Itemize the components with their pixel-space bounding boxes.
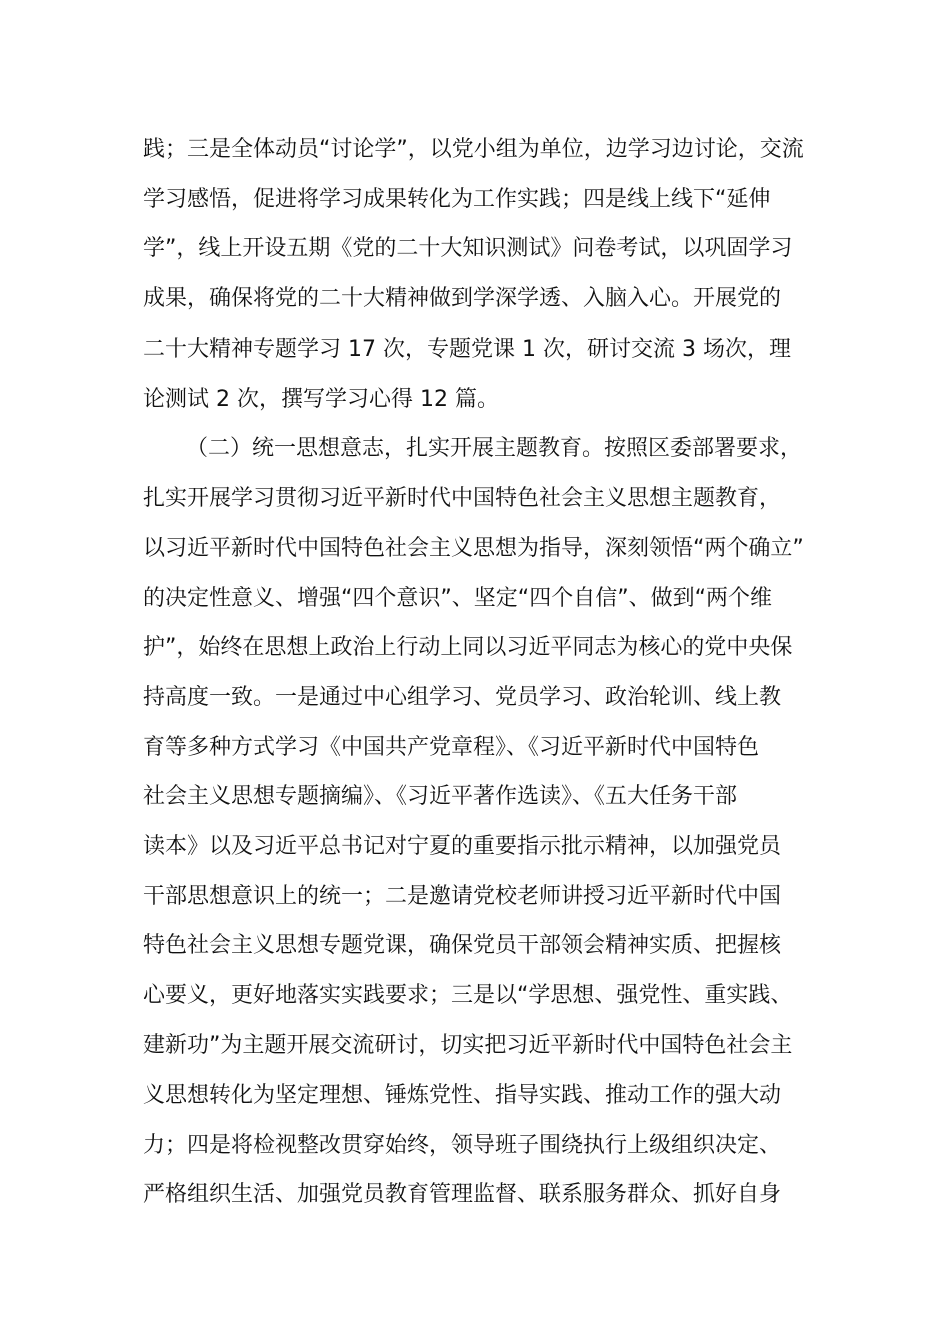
- text-line: 以习近平新时代中国特色社会主义思想为指导，深刻领悟“两个确立”: [143, 536, 804, 561]
- text-line: 的决定性意义、增强“四个意识”、坚定“四个自信”、做到“两个维: [143, 586, 772, 611]
- text-line: 干部思想意识上的统一；二是邀请党校老师讲授习近平新时代中国: [143, 884, 782, 909]
- text-line: 严格组织生活、加强党员教育管理监督、联系服务群众、抓好自身: [143, 1182, 782, 1207]
- text-line: 二十大精神专题学习 17 次，专题党课 1 次，研讨交流 3 场次，理: [143, 337, 791, 362]
- text-line: 护”，始终在思想上政治上行动上同以习近平同志为核心的党中央保: [143, 635, 793, 660]
- text-line: 成果，确保将党的二十大精神做到学深学透、入脑入心。开展党的: [143, 286, 782, 311]
- text-line: 特色社会主义思想专题党课，确保党员干部领会精神实质、把握核: [143, 933, 782, 958]
- paragraph-start-line: （二）统一思想意志，扎实开展主题教育。按照区委部署要求，: [186, 436, 803, 461]
- text-line: 力；四是将检视整改贯穿始终，领导班子围绕执行上级组织决定、: [143, 1133, 782, 1158]
- text-line: 论测试 2 次，撰写学习心得 12 篇。: [143, 387, 499, 412]
- text-line: 育等多种方式学习《中国共产党章程》、《习近平新时代中国特色: [143, 735, 760, 760]
- text-line: 心要义，更好地落实实践要求；三是以“学思想、强党性、重实践、: [143, 983, 793, 1008]
- text-line: 建新功”为主题开展交流研讨，切实把习近平新时代中国特色社会主: [143, 1033, 793, 1058]
- text-line: 践；三是全体动员“讨论学”，以党小组为单位，边学习边讨论，交流: [143, 137, 804, 162]
- text-line: 义思想转化为坚定理想、锤炼党性、指导实践、推动工作的强大动: [143, 1083, 782, 1108]
- text-line: 读本》以及习近平总书记对宁夏的重要指示批示精神，以加强党员: [143, 834, 782, 859]
- text-line: 学习感悟，促进将学习成果转化为工作实践；四是线上线下“延伸: [143, 187, 771, 212]
- text-line: 扎实开展学习贯彻习近平新时代中国特色社会主义思想主题教育，: [143, 486, 782, 511]
- text-line: 持高度一致。一是通过中心组学习、党员学习、政治轮训、线上教: [143, 685, 782, 710]
- text-line: 社会主义思想专题摘编》、《习近平著作选读》、《五大任务干部: [143, 784, 738, 809]
- text-line: 学”，线上开设五期《党的二十大知识测试》问卷考试，以巩固学习: [143, 236, 793, 261]
